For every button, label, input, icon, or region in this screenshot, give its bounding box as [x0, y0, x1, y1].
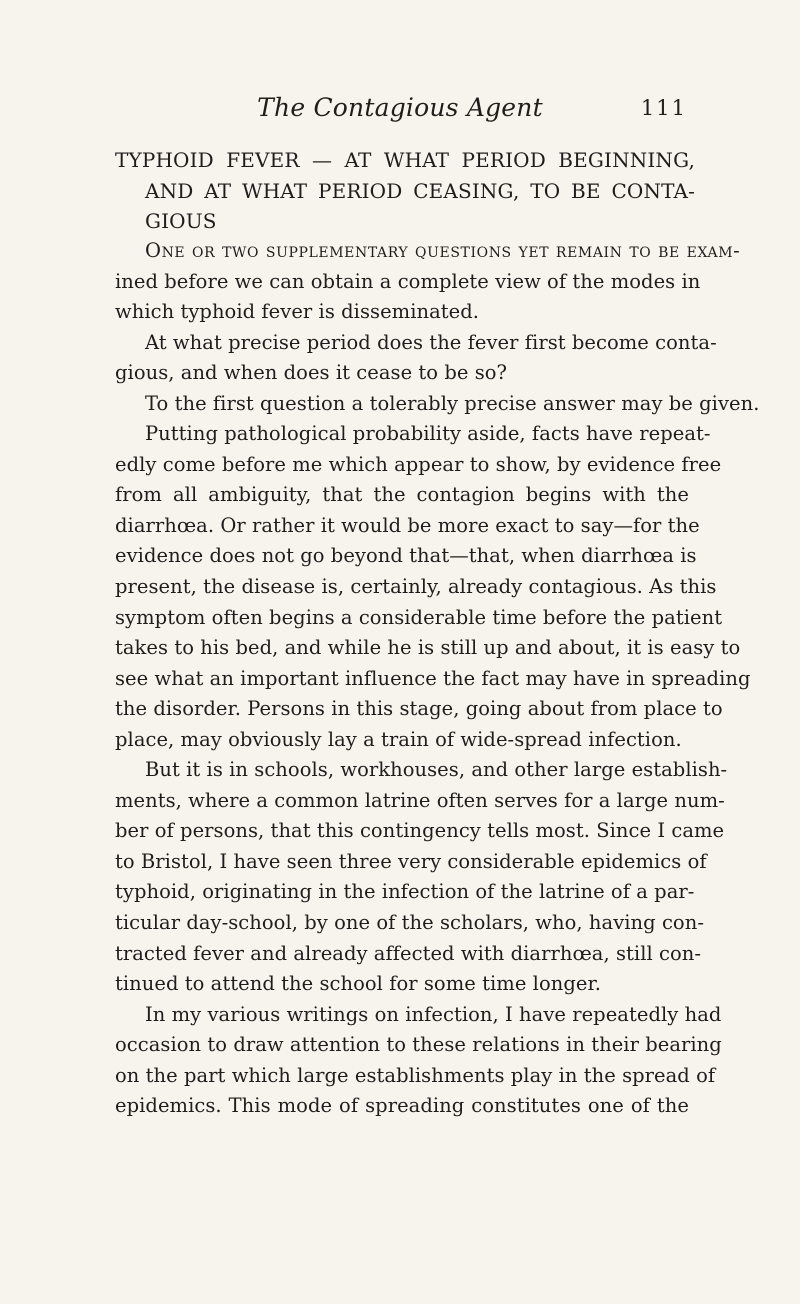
- running-head: [0, 92, 800, 132]
- body-line: To the first question a tolerably precise answer may be given.: [145, 391, 760, 415]
- body-line: One or two supplementary questions yet remain to be exam-: [145, 239, 741, 262]
- body-line: tracted fever and already affected with diarrhœa, still con-: [115, 941, 702, 965]
- page-number: 111: [640, 96, 687, 120]
- paragraph: [115, 755, 728, 999]
- paragraph: [115, 236, 741, 328]
- body-line: ined before we can obtain a complete view of the modes in: [115, 269, 701, 293]
- section-heading-line: GIOUS: [145, 209, 217, 234]
- body-text: [115, 236, 760, 1122]
- section-heading-line: TYPHOID FEVER — AT WHAT PERIOD BEGINNING,: [115, 148, 695, 172]
- body-line: In my various writings on infection, I have repeatedly had: [145, 1002, 722, 1026]
- body-line: ticular day-school, by one of the scholars, who, having con-: [115, 911, 704, 935]
- body-line: ber of persons, that this contingency tells most. Since I came: [115, 819, 725, 843]
- body-line: present, the disease is, certainly, already contagious. As this: [115, 575, 717, 599]
- running-head-title: The Contagious Agent: [257, 93, 543, 122]
- body-line: Putting pathological probability aside, facts have repeat-: [145, 422, 711, 446]
- body-line: occasion to draw attention to these relations in their bearing: [115, 1033, 722, 1057]
- body-line: ments, where a common latrine often serves for a large num-: [115, 788, 725, 812]
- body-line: typhoid, originating in the infection of the latrine of a par-: [115, 880, 695, 904]
- body-line: gious, and when does it cease to be so?: [115, 361, 508, 385]
- body-line: from all ambiguity, that the contagion begins with the: [115, 483, 689, 507]
- paragraph: [115, 328, 717, 389]
- body-line: place, may obviously lay a train of wide-spread infection.: [115, 727, 682, 751]
- body-line: At what precise period does the fever first become conta-: [145, 330, 717, 354]
- body-line: to Bristol, I have seen three very considerable epidemics of: [115, 849, 707, 873]
- body-line: which typhoid fever is disseminated.: [115, 300, 480, 324]
- body-line: takes to his bed, and while he is still up and about, it is easy to: [115, 636, 741, 660]
- body-line: But it is in schools, workhouses, and other large establish-: [145, 758, 728, 782]
- section-heading: [115, 145, 695, 237]
- body-line: evidence does not go beyond that—that, when diarrhœa is: [115, 544, 697, 568]
- paragraph: [115, 1000, 722, 1122]
- body-line: the disorder. Persons in this stage, going about from place to: [115, 697, 723, 721]
- section-heading-line: AND AT WHAT PERIOD CEASING, TO BE CONTA-: [145, 178, 695, 203]
- body-line: see what an important influence the fact may have in spreading: [115, 666, 751, 690]
- body-line: epidemics. This mode of spreading constitutes one of the: [115, 1094, 689, 1118]
- paragraph: [115, 389, 760, 756]
- body-line: diarrhœa. Or rather it would be more exact to say—for the: [115, 513, 700, 537]
- body-line: on the part which large establishments play in the spread of: [115, 1063, 716, 1087]
- body-line: symptom often begins a considerable time before the patient: [115, 605, 723, 629]
- body-line: tinued to attend the school for some time longer.: [115, 972, 601, 996]
- body-line: edly come before me which appear to show, by evidence free: [115, 452, 722, 476]
